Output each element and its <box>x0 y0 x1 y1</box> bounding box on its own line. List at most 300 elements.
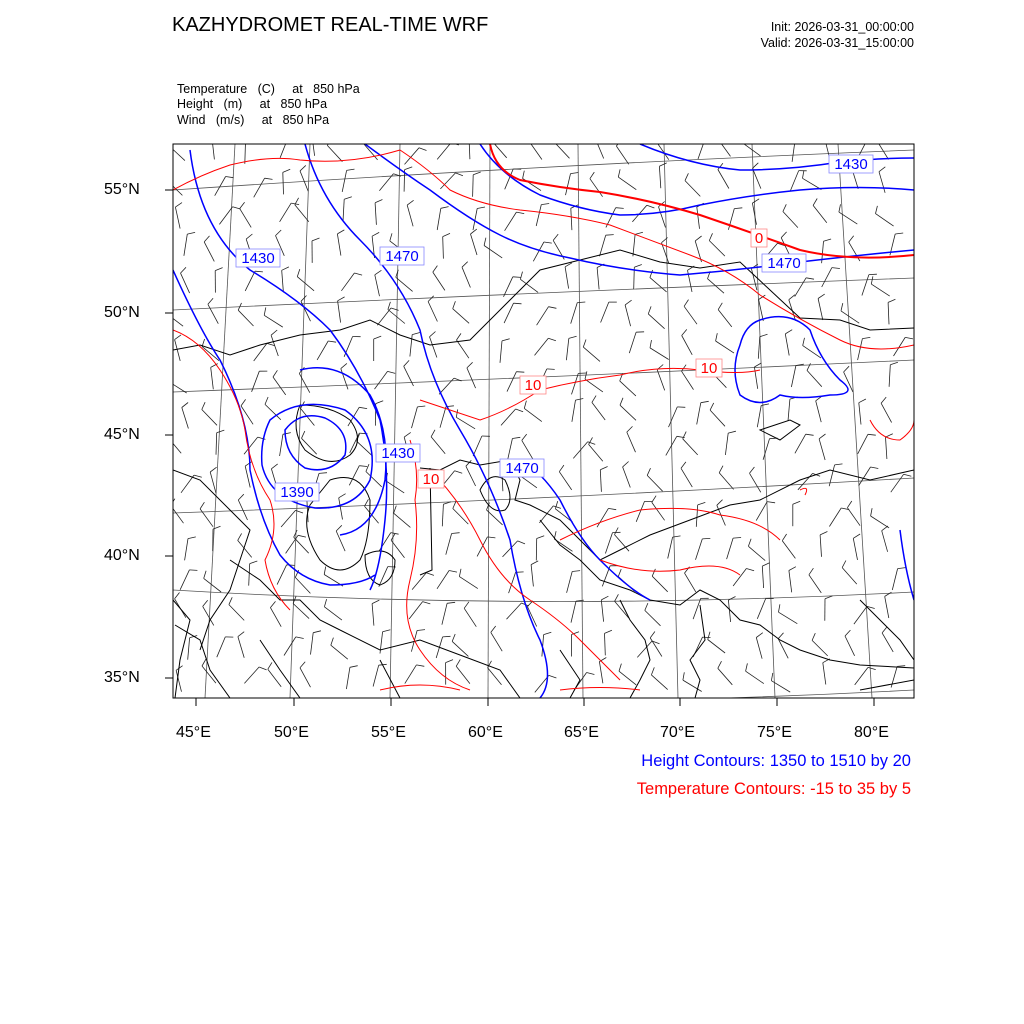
wind-barb-flag <box>405 167 413 170</box>
wind-barb <box>871 516 890 528</box>
wind-barb <box>881 403 892 422</box>
wind-barb <box>623 467 631 488</box>
wind-barb <box>337 234 341 256</box>
wind-barb-flag <box>338 297 345 301</box>
wind-barb <box>238 310 253 326</box>
wind-barb <box>536 205 541 226</box>
wind-barb <box>589 444 603 461</box>
wind-barb <box>245 142 246 164</box>
wind-barb-flag <box>576 399 584 401</box>
wind-barb <box>462 267 470 287</box>
temperature-label-10-central: 10 <box>524 377 542 394</box>
wind-barb <box>294 537 309 553</box>
wind-barb-flag <box>752 199 759 203</box>
wind-barb <box>571 601 576 622</box>
wind-barb-flag <box>683 672 684 680</box>
wind-barb <box>166 313 184 326</box>
wind-barb <box>211 367 214 389</box>
wind-barb <box>616 146 628 164</box>
wind-barb-flag <box>569 336 577 338</box>
wind-barb-flag <box>708 632 710 640</box>
wind-barb-flag <box>241 399 246 406</box>
wind-barb-flag <box>212 134 219 138</box>
wind-barb-flag <box>459 569 461 577</box>
wind-barb-flag <box>547 369 555 370</box>
wind-barb-flag <box>529 135 534 142</box>
wind-barb <box>823 663 826 685</box>
wind-barb-flag <box>226 177 234 178</box>
wind-barb-flag <box>845 630 850 636</box>
wind-barb <box>204 242 214 262</box>
wind-barb <box>750 473 761 492</box>
wind-barb-flag <box>391 308 399 310</box>
wind-barb-flag <box>339 494 346 498</box>
wind-barb-flag <box>354 273 362 275</box>
wind-barb-flag <box>771 673 772 681</box>
wind-barb <box>633 234 635 256</box>
wind-barb-flag <box>819 434 825 439</box>
wind-barb <box>858 434 868 454</box>
wind-barb <box>757 406 761 428</box>
wind-barb <box>620 381 636 396</box>
wind-barb <box>439 378 454 394</box>
wind-barb-flag <box>341 363 347 368</box>
wind-barb-flag <box>541 204 549 205</box>
wind-barb <box>697 403 701 425</box>
wind-barb-flag <box>553 234 558 240</box>
wind-barb <box>625 305 631 326</box>
wind-barb-flag <box>375 200 382 203</box>
wind-barb <box>651 675 667 690</box>
wind-barb-flag <box>576 600 584 601</box>
height-label-1430-west: 1430 <box>241 250 275 267</box>
wind-barb-flag <box>648 306 651 314</box>
wind-barb <box>215 177 226 196</box>
wind-barb-flag <box>710 403 714 410</box>
wind-barb-flag <box>324 567 326 575</box>
wind-barb-flag <box>820 532 827 535</box>
wind-barb <box>798 473 813 489</box>
wind-barb-flag <box>682 365 687 372</box>
wind-barb <box>531 565 533 587</box>
wind-barb <box>443 237 444 259</box>
wind-barb <box>184 234 187 256</box>
wind-barb <box>440 173 455 189</box>
wind-barb-flag <box>718 303 722 310</box>
wind-barb <box>683 439 698 455</box>
wind-barb-flag <box>728 431 736 433</box>
wind-barb <box>501 409 516 425</box>
wind-barb <box>341 369 348 390</box>
wind-barb <box>373 665 379 686</box>
wind-barb-flag <box>832 268 840 269</box>
wind-barb <box>324 607 342 620</box>
wind-barb-flag <box>754 363 761 367</box>
wind-barb <box>469 137 470 159</box>
wind-barb <box>341 273 354 291</box>
wind-barb <box>342 170 346 192</box>
variable-height: Height (m) at 850 hPa <box>177 97 328 111</box>
wind-barb <box>175 207 180 229</box>
wind-barb <box>601 600 603 622</box>
wind-barb <box>585 379 603 392</box>
temperature-label-10-west: 10 <box>422 471 440 488</box>
wind-barb <box>204 578 221 592</box>
wind-barb <box>505 212 517 231</box>
wind-barb-flag <box>886 434 893 437</box>
wind-barb <box>437 208 441 230</box>
height-contours <box>173 144 914 698</box>
wind-barb <box>254 178 265 197</box>
wind-barb <box>709 241 725 257</box>
wind-barb <box>507 603 522 619</box>
wind-barb <box>696 505 697 527</box>
wind-barb <box>431 437 445 454</box>
height-label-1430-central: 1430 <box>381 445 415 462</box>
wind-barb-flag <box>452 533 460 534</box>
wind-barb <box>698 138 705 159</box>
wind-barb-flag <box>601 596 608 600</box>
wind-barb-flag <box>319 473 327 474</box>
lat-label-35: 35°N <box>104 669 140 686</box>
wind-barb-flag <box>520 272 522 280</box>
wind-barb <box>647 475 662 491</box>
wind-barb-flag <box>208 298 213 304</box>
wind-barb-flag <box>682 329 687 335</box>
wind-barb-flag <box>571 173 579 174</box>
wind-barb-flag <box>202 659 206 666</box>
wind-barb <box>803 346 821 358</box>
wind-barb-flag <box>554 135 558 142</box>
wind-barb <box>572 400 576 422</box>
wind-barb <box>566 174 571 196</box>
height-label-1470-east: 1470 <box>767 255 801 272</box>
wind-barb-flag <box>592 396 596 403</box>
wind-barb <box>816 401 822 422</box>
variable-temperature: Temperature (C) at 850 hPa <box>177 82 360 96</box>
wind-barb-flag <box>537 536 545 539</box>
wind-barb-flag <box>615 528 619 535</box>
wind-barb <box>743 143 761 156</box>
wind-barb-flag <box>627 426 633 432</box>
lon-label-70: 70°E <box>660 724 695 741</box>
wind-barb <box>452 641 468 656</box>
wind-barb <box>349 466 359 486</box>
wind-barb-flag <box>404 432 411 437</box>
wind-barb <box>885 596 889 618</box>
wind-barb-flag <box>456 409 457 417</box>
wind-barb <box>297 277 314 291</box>
wind-barb <box>693 598 701 619</box>
wind-barb <box>645 610 661 625</box>
wind-barb <box>216 433 217 455</box>
wind-barb-flag <box>428 296 434 302</box>
wind-barb <box>652 576 668 592</box>
wind-barb-flag <box>203 600 208 606</box>
wind-barb <box>668 537 673 558</box>
wind-barb <box>182 408 189 429</box>
wind-barb-flag <box>456 659 460 666</box>
wind-barb <box>718 139 731 157</box>
wind-barb-flag <box>456 173 463 176</box>
wind-barb <box>710 410 725 426</box>
wind-barb <box>571 303 578 324</box>
wind-barb-flag <box>264 307 266 315</box>
wind-barb <box>430 337 437 358</box>
wind-barb <box>491 632 502 651</box>
wind-barb-flag <box>388 302 391 310</box>
wind-barb <box>412 573 426 590</box>
wind-barb-flag <box>375 270 382 275</box>
wind-barb-flag <box>548 338 556 340</box>
wind-barb-flag <box>394 506 397 514</box>
wind-barb-flag <box>881 397 886 403</box>
wind-barb-flag <box>210 467 216 472</box>
wind-barb-flag <box>388 371 396 373</box>
wind-barb <box>685 181 700 197</box>
valid-time: Valid: 2026-03-31_15:00:00 <box>760 36 914 50</box>
wind-barb-flag <box>859 399 866 403</box>
wind-barb-flag <box>238 533 242 540</box>
wind-barb-flag <box>312 130 319 134</box>
lat-label-40: 40°N <box>104 547 140 564</box>
height-contour-labels <box>236 155 873 501</box>
wind-barb-flag <box>635 232 643 234</box>
wind-barb <box>317 341 328 360</box>
wind-barb <box>779 612 798 624</box>
wind-barb <box>795 278 806 297</box>
wind-barb <box>601 302 609 322</box>
wind-barb-flag <box>549 307 557 309</box>
wind-barb-flag <box>767 502 775 503</box>
lon-label-50: 50°E <box>274 724 309 741</box>
wind-barb-flag <box>650 340 652 348</box>
wind-barb-flag <box>175 203 182 208</box>
wind-barb <box>871 284 889 296</box>
wind-barb-flag <box>844 366 850 372</box>
wind-barb <box>372 604 374 626</box>
map-title: KAZHYDROMET REAL-TIME WRF <box>172 14 489 36</box>
wind-barb <box>428 302 437 322</box>
wind-barb <box>457 340 469 358</box>
wind-barb-flag <box>847 501 851 508</box>
wind-barb-flag <box>514 303 522 304</box>
wind-barb <box>619 671 636 685</box>
wind-barb-flag <box>789 567 796 571</box>
wind-barb <box>697 207 700 229</box>
wind-barb-flag <box>818 294 825 298</box>
wind-barb-flag <box>590 172 594 179</box>
wind-barb-flag <box>246 234 252 239</box>
wind-barb <box>346 667 350 689</box>
wind-barb <box>273 377 286 395</box>
wind-barb-flag <box>681 462 686 468</box>
wind-barb-flag <box>301 296 307 302</box>
wind-barb <box>853 538 857 560</box>
wind-barb <box>718 310 732 327</box>
wind-barb <box>396 277 413 291</box>
wind-barb-flag <box>616 140 621 147</box>
wind-barb-flag <box>283 169 290 172</box>
wind-barb-flag <box>453 501 456 508</box>
wind-barb-flag <box>431 430 435 437</box>
wind-barb <box>300 668 311 687</box>
wind-barb <box>391 540 404 558</box>
wind-barb <box>440 407 446 428</box>
wind-barb <box>818 299 823 321</box>
wind-barb <box>597 268 599 290</box>
wind-barb-flag <box>419 148 427 151</box>
wind-barb-flag <box>698 502 706 505</box>
wind-barb <box>657 370 665 391</box>
wind-barb-flag <box>276 230 282 236</box>
wind-barb-flag <box>175 335 181 340</box>
wind-barb <box>466 466 476 486</box>
wind-barb <box>847 508 860 526</box>
wind-barb-flag <box>645 603 648 610</box>
wind-barb <box>168 381 187 393</box>
wind-barb <box>876 214 894 227</box>
wind-barb-flag <box>789 295 795 300</box>
wind-barb-flag <box>516 372 524 373</box>
wind-barb <box>464 608 476 626</box>
wind-barb-flag <box>297 269 300 277</box>
wind-barb <box>813 205 827 222</box>
wind-barb <box>650 638 662 657</box>
wind-barb-flag <box>623 462 629 467</box>
wind-barb-flag <box>904 474 912 476</box>
wind-barb <box>566 338 568 360</box>
wind-barb-flag <box>876 206 878 214</box>
wind-barb-flag <box>312 238 320 241</box>
wind-barb <box>892 569 897 590</box>
wind-barb <box>167 180 183 195</box>
wind-barb-flag <box>684 300 688 307</box>
wind-barb-flag <box>841 303 843 311</box>
wind-barb-flag <box>259 667 267 670</box>
wind-barb-flag <box>492 134 496 141</box>
wind-barb <box>756 502 767 521</box>
wind-barb-flag <box>453 301 456 309</box>
wind-barb-flag <box>443 233 450 236</box>
wind-barb-flag <box>455 471 463 474</box>
lat-label-55: 55°N <box>104 181 140 198</box>
wind-barb-flag <box>748 539 751 547</box>
wind-barb-flag <box>753 163 759 169</box>
wind-barb <box>746 671 764 683</box>
wind-barb <box>522 440 533 459</box>
wind-barb-flag <box>717 500 723 506</box>
wind-barb-flag <box>807 363 811 370</box>
wind-barb <box>507 372 516 392</box>
wind-barb-flag <box>416 665 424 666</box>
wind-barb <box>792 140 795 162</box>
wind-barb <box>757 599 765 619</box>
wind-barb-flag <box>695 236 701 241</box>
wind-barb <box>405 665 417 684</box>
wind-barb <box>682 336 693 355</box>
wind-barb <box>283 172 284 194</box>
wind-barb <box>508 439 513 461</box>
graticule <box>173 144 914 703</box>
wind-barb-flag <box>718 163 723 169</box>
wind-barb-flag <box>824 132 831 137</box>
wind-barb <box>791 366 796 388</box>
wind-barb <box>412 407 418 428</box>
wind-barb <box>277 565 287 585</box>
wind-barb-flag <box>877 134 882 140</box>
wind-barb-flag <box>383 630 391 632</box>
wind-barb <box>855 667 868 685</box>
wind-barb <box>185 539 188 561</box>
wind-barb-flag <box>359 407 367 408</box>
wind-barb-flag <box>502 339 510 341</box>
wind-barb-flag <box>426 573 434 576</box>
wind-barb <box>535 338 549 355</box>
lon-label-75: 75°E <box>757 724 792 741</box>
wind-barb <box>212 138 215 160</box>
wind-barb-flag <box>703 637 711 638</box>
wind-barb-flag <box>619 664 621 672</box>
wind-barb-flag <box>271 330 277 335</box>
wind-barb-flag <box>457 333 462 340</box>
wind-barb <box>375 275 380 296</box>
wind-barb <box>244 667 259 683</box>
wind-barb-flag <box>806 434 814 435</box>
wind-barb-flag <box>608 508 616 509</box>
map-frame <box>173 144 914 698</box>
wind-barb-flag <box>516 212 524 214</box>
wind-barb-flag <box>359 466 367 467</box>
wind-barb <box>597 508 608 527</box>
wind-barb-flag <box>803 170 804 178</box>
wind-barb <box>592 402 605 420</box>
wind-barb <box>751 269 757 290</box>
wind-barb <box>681 468 692 487</box>
wind-barb-flag <box>647 205 655 208</box>
wind-barb <box>716 341 734 353</box>
wind-barb-flag <box>462 262 468 268</box>
wind-barb <box>286 535 299 553</box>
temperature-label-10-east: 10 <box>700 360 718 377</box>
wind-barb-flag <box>518 541 525 544</box>
wind-barb <box>169 146 185 161</box>
lon-label-55: 55°E <box>371 724 406 741</box>
wind-barb-flag <box>779 604 780 612</box>
wind-barb <box>858 339 863 361</box>
wind-barb <box>437 143 451 160</box>
wind-barb <box>442 504 443 526</box>
wind-barb-flag <box>615 594 619 601</box>
wind-barb <box>245 271 255 291</box>
wind-barb-flag <box>374 336 382 339</box>
wind-barb <box>238 540 252 557</box>
wind-barb-flag <box>782 534 786 541</box>
wind-barb <box>180 570 189 590</box>
wind-barb-flag <box>842 561 846 568</box>
wind-barb-flag <box>407 200 413 205</box>
wind-barb <box>484 246 502 258</box>
wind-barb-flag <box>577 302 585 303</box>
wind-barb-flag <box>618 569 621 576</box>
wind-barb-flag <box>616 208 624 209</box>
wind-barb-flag <box>813 199 817 206</box>
lon-label-80: 80°E <box>854 724 889 741</box>
wind-barb <box>627 432 636 452</box>
wind-barb <box>879 172 885 193</box>
wind-barb-flag <box>229 597 232 604</box>
wind-barb-flag <box>762 563 769 566</box>
